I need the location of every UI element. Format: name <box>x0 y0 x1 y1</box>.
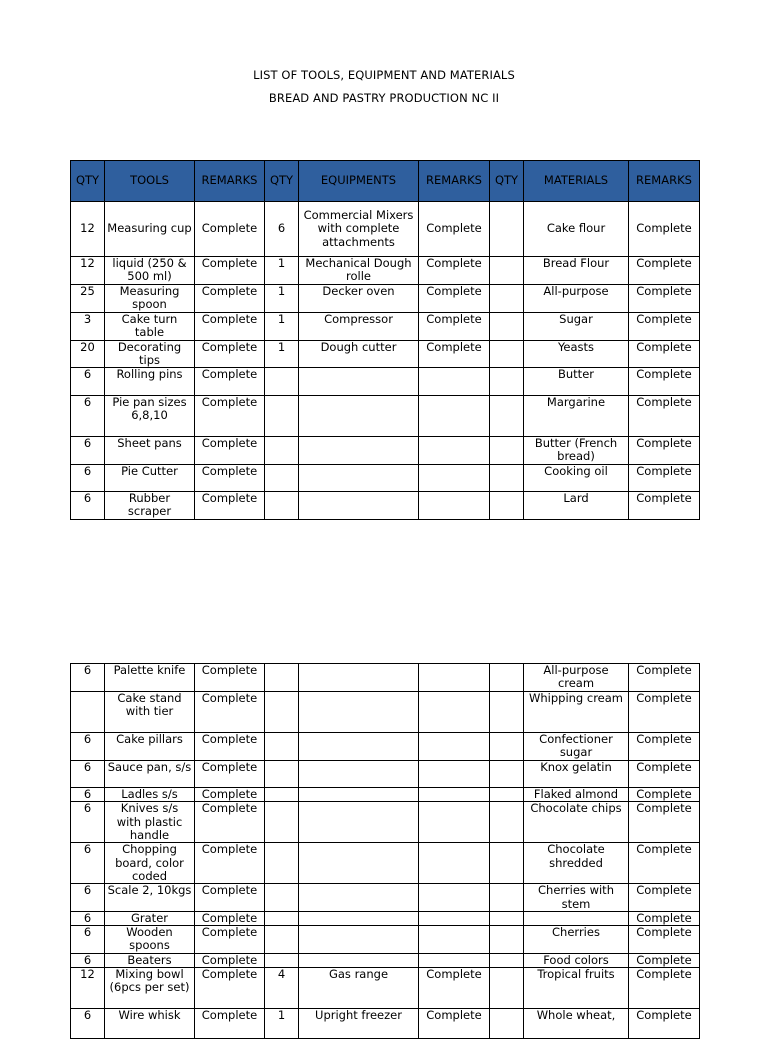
cell-qty-materials <box>490 843 524 884</box>
cell-tool: Ladles s/s <box>105 788 195 802</box>
cell-tool: Pie pan sizes 6,8,10 <box>105 396 195 437</box>
cell-qty-equipment: 1 <box>265 285 299 313</box>
cell-qty-materials <box>490 692 524 733</box>
cell-equipment: Gas range <box>299 968 419 1009</box>
cell-material-remarks: Complete <box>629 396 700 437</box>
cell-material-remarks: Complete <box>629 664 700 692</box>
cell-equipment: Commercial Mixers with complete attachments <box>299 202 419 257</box>
cell-equipment <box>299 437 419 465</box>
cell-qty-equipment <box>265 396 299 437</box>
cell-material <box>524 911 629 925</box>
cell-material-remarks: Complete <box>629 733 700 761</box>
cell-material: Food colors <box>524 953 629 967</box>
table-row <box>71 926 700 954</box>
cell-qty-equipment <box>265 884 299 912</box>
cell-equipment <box>299 368 419 396</box>
cell-qty-materials <box>490 802 524 843</box>
cell-tool: Decorating tips <box>105 340 195 368</box>
cell-qty-tools: 6 <box>71 396 105 437</box>
cell-tool: Wooden spoons <box>105 926 195 954</box>
cell-material-remarks: Complete <box>629 761 700 788</box>
cell-equipment-remarks <box>419 492 490 520</box>
cell-qty-tools: 6 <box>71 884 105 912</box>
cell-qty-equipment: 4 <box>265 968 299 1009</box>
cell-qty-equipment <box>265 692 299 733</box>
cell-qty-tools: 12 <box>71 968 105 1009</box>
cell-tool-remarks: Complete <box>195 396 265 437</box>
cell-qty-tools: 12 <box>71 257 105 285</box>
cell-equipment-remarks <box>419 911 490 925</box>
cell-tool-remarks: Complete <box>195 843 265 884</box>
cell-tool: Grater <box>105 911 195 925</box>
cell-tool: Rolling pins <box>105 368 195 396</box>
cell-tool: Cake pillars <box>105 733 195 761</box>
cell-tool: Sheet pans <box>105 437 195 465</box>
cell-equipment-remarks <box>419 843 490 884</box>
cell-equipment-remarks <box>419 788 490 802</box>
cell-equipment-remarks: Complete <box>419 312 490 340</box>
cell-qty-materials <box>490 911 524 925</box>
cell-tool-remarks: Complete <box>195 257 265 285</box>
cell-qty-materials <box>490 968 524 1009</box>
cell-qty-equipment <box>265 733 299 761</box>
cell-equipment <box>299 733 419 761</box>
cell-material-remarks: Complete <box>629 465 700 492</box>
cell-qty-tools: 12 <box>71 202 105 257</box>
cell-tool-remarks: Complete <box>195 788 265 802</box>
cell-material: Cherries <box>524 926 629 954</box>
cell-qty-materials <box>490 926 524 954</box>
cell-qty-materials <box>490 312 524 340</box>
cell-equipment-remarks <box>419 953 490 967</box>
cell-qty-tools: 6 <box>71 761 105 788</box>
cell-qty-tools: 3 <box>71 312 105 340</box>
cell-qty-equipment: 1 <box>265 340 299 368</box>
cell-equipment-remarks <box>419 368 490 396</box>
table-row <box>71 802 700 843</box>
cell-material-remarks: Complete <box>629 968 700 1009</box>
cell-tool-remarks: Complete <box>195 968 265 1009</box>
cell-equipment <box>299 465 419 492</box>
cell-qty-tools: 25 <box>71 285 105 313</box>
cell-material-remarks: Complete <box>629 340 700 368</box>
cell-qty-tools: 6 <box>71 802 105 843</box>
cell-material-remarks: Complete <box>629 953 700 967</box>
cell-equipment <box>299 788 419 802</box>
cell-material: Margarine <box>524 396 629 437</box>
cell-tool: Pie Cutter <box>105 465 195 492</box>
table-row <box>71 692 700 733</box>
cell-material: Sugar <box>524 312 629 340</box>
cell-qty-materials <box>490 884 524 912</box>
cell-tool-remarks: Complete <box>195 285 265 313</box>
cell-material-remarks: Complete <box>629 843 700 884</box>
cell-equipment: Compressor <box>299 312 419 340</box>
cell-material-remarks: Complete <box>629 802 700 843</box>
cell-tool-remarks: Complete <box>195 465 265 492</box>
cell-equipment: Dough cutter <box>299 340 419 368</box>
cell-qty-materials <box>490 788 524 802</box>
cell-equipment-remarks: Complete <box>419 257 490 285</box>
cell-tool: Scale 2, 10kgs <box>105 884 195 912</box>
cell-tool: Chopping board, color coded <box>105 843 195 884</box>
cell-tool: Mixing bowl (6pcs per set) <box>105 968 195 1009</box>
table-row <box>71 368 700 396</box>
cell-material: All-purpose <box>524 285 629 313</box>
cell-material: Tropical fruits <box>524 968 629 1009</box>
cell-tool-remarks: Complete <box>195 340 265 368</box>
cell-tool-remarks: Complete <box>195 492 265 520</box>
cell-qty-materials <box>490 761 524 788</box>
cell-equipment <box>299 953 419 967</box>
cell-qty-tools: 6 <box>71 437 105 465</box>
cell-tool: Wire whisk <box>105 1009 195 1039</box>
cell-qty-tools: 6 <box>71 926 105 954</box>
column-header-tool-remarks: REMARKS <box>195 161 265 202</box>
cell-qty-equipment: 6 <box>265 202 299 257</box>
cell-qty-equipment: 1 <box>265 257 299 285</box>
column-header-tool: TOOLS <box>105 161 195 202</box>
cell-qty-tools: 6 <box>71 953 105 967</box>
cell-tool-remarks: Complete <box>195 312 265 340</box>
table-row <box>71 202 700 257</box>
cell-qty-materials <box>490 340 524 368</box>
cell-qty-equipment <box>265 761 299 788</box>
cell-material: Confectioner sugar <box>524 733 629 761</box>
cell-material: Flaked almond <box>524 788 629 802</box>
cell-qty-equipment <box>265 788 299 802</box>
cell-material-remarks: Complete <box>629 257 700 285</box>
cell-equipment <box>299 692 419 733</box>
cell-material: Butter <box>524 368 629 396</box>
cell-equipment-remarks <box>419 692 490 733</box>
cell-equipment <box>299 396 419 437</box>
cell-equipment-remarks: Complete <box>419 968 490 1009</box>
cell-qty-materials <box>490 733 524 761</box>
cell-qty-materials <box>490 492 524 520</box>
cell-tool: Cake turn table <box>105 312 195 340</box>
cell-tool-remarks: Complete <box>195 437 265 465</box>
table-header-row <box>71 161 700 202</box>
cell-material: Cake flour <box>524 202 629 257</box>
cell-material-remarks: Complete <box>629 202 700 257</box>
cell-equipment-remarks <box>419 926 490 954</box>
cell-material-remarks: Complete <box>629 492 700 520</box>
cell-qty-tools <box>71 692 105 733</box>
cell-equipment-remarks: Complete <box>419 1009 490 1039</box>
column-header-qty-equipment: QTY <box>265 161 299 202</box>
cell-qty-tools: 6 <box>71 911 105 925</box>
cell-equipment <box>299 802 419 843</box>
cell-equipment-remarks <box>419 664 490 692</box>
cell-material: Whole wheat, <box>524 1009 629 1039</box>
column-header-equipment-remarks: REMARKS <box>419 161 490 202</box>
cell-qty-equipment <box>265 437 299 465</box>
cell-tool: Cake stand with tier <box>105 692 195 733</box>
cell-qty-tools: 20 <box>71 340 105 368</box>
table-row <box>71 465 700 492</box>
inventory-table-2 <box>70 663 700 1039</box>
cell-material: Knox gelatin <box>524 761 629 788</box>
table-row <box>71 257 700 285</box>
cell-material: Chocolate chips <box>524 802 629 843</box>
cell-tool-remarks: Complete <box>195 926 265 954</box>
cell-tool-remarks: Complete <box>195 1009 265 1039</box>
table-row <box>71 953 700 967</box>
cell-equipment-remarks <box>419 733 490 761</box>
cell-qty-equipment <box>265 926 299 954</box>
cell-qty-materials <box>490 437 524 465</box>
column-header-equipment: EQUIPMENTS <box>299 161 419 202</box>
cell-equipment-remarks <box>419 802 490 843</box>
cell-tool: Knives s/s with plastic handle <box>105 802 195 843</box>
table-row <box>71 340 700 368</box>
cell-material-remarks: Complete <box>629 1009 700 1039</box>
cell-material-remarks: Complete <box>629 788 700 802</box>
cell-equipment <box>299 911 419 925</box>
cell-qty-equipment <box>265 911 299 925</box>
cell-qty-materials <box>490 368 524 396</box>
cell-material-remarks: Complete <box>629 911 700 925</box>
cell-qty-tools: 6 <box>71 368 105 396</box>
table-row <box>71 492 700 520</box>
table-row <box>71 911 700 925</box>
cell-material: Yeasts <box>524 340 629 368</box>
cell-equipment-remarks <box>419 884 490 912</box>
cell-qty-equipment <box>265 802 299 843</box>
table-row <box>71 312 700 340</box>
column-header-material: MATERIALS <box>524 161 629 202</box>
cell-tool-remarks: Complete <box>195 884 265 912</box>
cell-tool-remarks: Complete <box>195 733 265 761</box>
cell-equipment-remarks <box>419 396 490 437</box>
cell-tool-remarks: Complete <box>195 802 265 843</box>
cell-equipment-remarks <box>419 761 490 788</box>
cell-qty-equipment <box>265 953 299 967</box>
document-subtitle: BREAD AND PASTRY PRODUCTION NC II <box>268 91 500 105</box>
cell-tool: Rubber scraper <box>105 492 195 520</box>
cell-qty-tools: 6 <box>71 664 105 692</box>
cell-material-remarks: Complete <box>629 884 700 912</box>
cell-qty-materials <box>490 465 524 492</box>
cell-qty-tools: 6 <box>71 788 105 802</box>
cell-material: Whipping cream <box>524 692 629 733</box>
inventory-table-1 <box>70 160 700 520</box>
cell-material: Cherries with stem <box>524 884 629 912</box>
table-row <box>71 733 700 761</box>
table-row <box>71 664 700 692</box>
cell-qty-tools: 6 <box>71 492 105 520</box>
cell-tool: Beaters <box>105 953 195 967</box>
cell-material-remarks: Complete <box>629 437 700 465</box>
cell-equipment <box>299 884 419 912</box>
cell-qty-equipment <box>265 843 299 884</box>
table-row <box>71 968 700 1009</box>
cell-equipment: Upright freezer <box>299 1009 419 1039</box>
column-header-qty-materials: QTY <box>490 161 524 202</box>
cell-material-remarks: Complete <box>629 368 700 396</box>
cell-material: Bread Flour <box>524 257 629 285</box>
cell-material: Chocolate shredded <box>524 843 629 884</box>
cell-equipment-remarks: Complete <box>419 340 490 368</box>
cell-tool-remarks: Complete <box>195 692 265 733</box>
cell-tool-remarks: Complete <box>195 202 265 257</box>
cell-material: All-purpose cream <box>524 664 629 692</box>
cell-tool-remarks: Complete <box>195 911 265 925</box>
cell-qty-equipment <box>265 664 299 692</box>
cell-tool-remarks: Complete <box>195 953 265 967</box>
cell-equipment-remarks: Complete <box>419 202 490 257</box>
cell-tool-remarks: Complete <box>195 761 265 788</box>
cell-qty-materials <box>490 285 524 313</box>
cell-tool: liquid (250 & 500 ml) <box>105 257 195 285</box>
cell-equipment-remarks <box>419 437 490 465</box>
cell-material: Butter (French bread) <box>524 437 629 465</box>
column-header-qty-tools: QTY <box>71 161 105 202</box>
cell-material-remarks: Complete <box>629 692 700 733</box>
cell-qty-tools: 6 <box>71 1009 105 1039</box>
cell-tool: Measuring spoon <box>105 285 195 313</box>
cell-qty-tools: 6 <box>71 465 105 492</box>
cell-tool: Sauce pan, s/s <box>105 761 195 788</box>
table-row <box>71 788 700 802</box>
cell-qty-equipment: 1 <box>265 312 299 340</box>
cell-qty-materials <box>490 953 524 967</box>
table-row <box>71 843 700 884</box>
cell-qty-materials <box>490 396 524 437</box>
table-row <box>71 285 700 313</box>
cell-qty-equipment <box>265 465 299 492</box>
column-header-material-remarks: REMARKS <box>629 161 700 202</box>
table-row <box>71 437 700 465</box>
cell-qty-tools: 6 <box>71 733 105 761</box>
cell-qty-materials <box>490 257 524 285</box>
cell-material: Cooking oil <box>524 465 629 492</box>
table-row <box>71 396 700 437</box>
cell-tool-remarks: Complete <box>195 664 265 692</box>
cell-qty-materials <box>490 202 524 257</box>
cell-equipment-remarks <box>419 465 490 492</box>
cell-material-remarks: Complete <box>629 926 700 954</box>
cell-tool: Measuring cup <box>105 202 195 257</box>
cell-equipment <box>299 843 419 884</box>
cell-qty-equipment <box>265 368 299 396</box>
table-row <box>71 761 700 788</box>
document-title: LIST OF TOOLS, EQUIPMENT AND MATERIALS <box>253 68 515 82</box>
cell-qty-equipment <box>265 492 299 520</box>
cell-tool-remarks: Complete <box>195 368 265 396</box>
cell-qty-tools: 6 <box>71 843 105 884</box>
cell-equipment: Decker oven <box>299 285 419 313</box>
cell-material: Lard <box>524 492 629 520</box>
cell-qty-materials <box>490 664 524 692</box>
cell-equipment-remarks: Complete <box>419 285 490 313</box>
cell-equipment <box>299 926 419 954</box>
cell-qty-equipment: 1 <box>265 1009 299 1039</box>
table-row <box>71 884 700 912</box>
cell-tool: Palette knife <box>105 664 195 692</box>
cell-equipment <box>299 761 419 788</box>
cell-equipment: Mechanical Dough rolle <box>299 257 419 285</box>
cell-equipment <box>299 492 419 520</box>
cell-material-remarks: Complete <box>629 312 700 340</box>
cell-material-remarks: Complete <box>629 285 700 313</box>
cell-equipment <box>299 664 419 692</box>
